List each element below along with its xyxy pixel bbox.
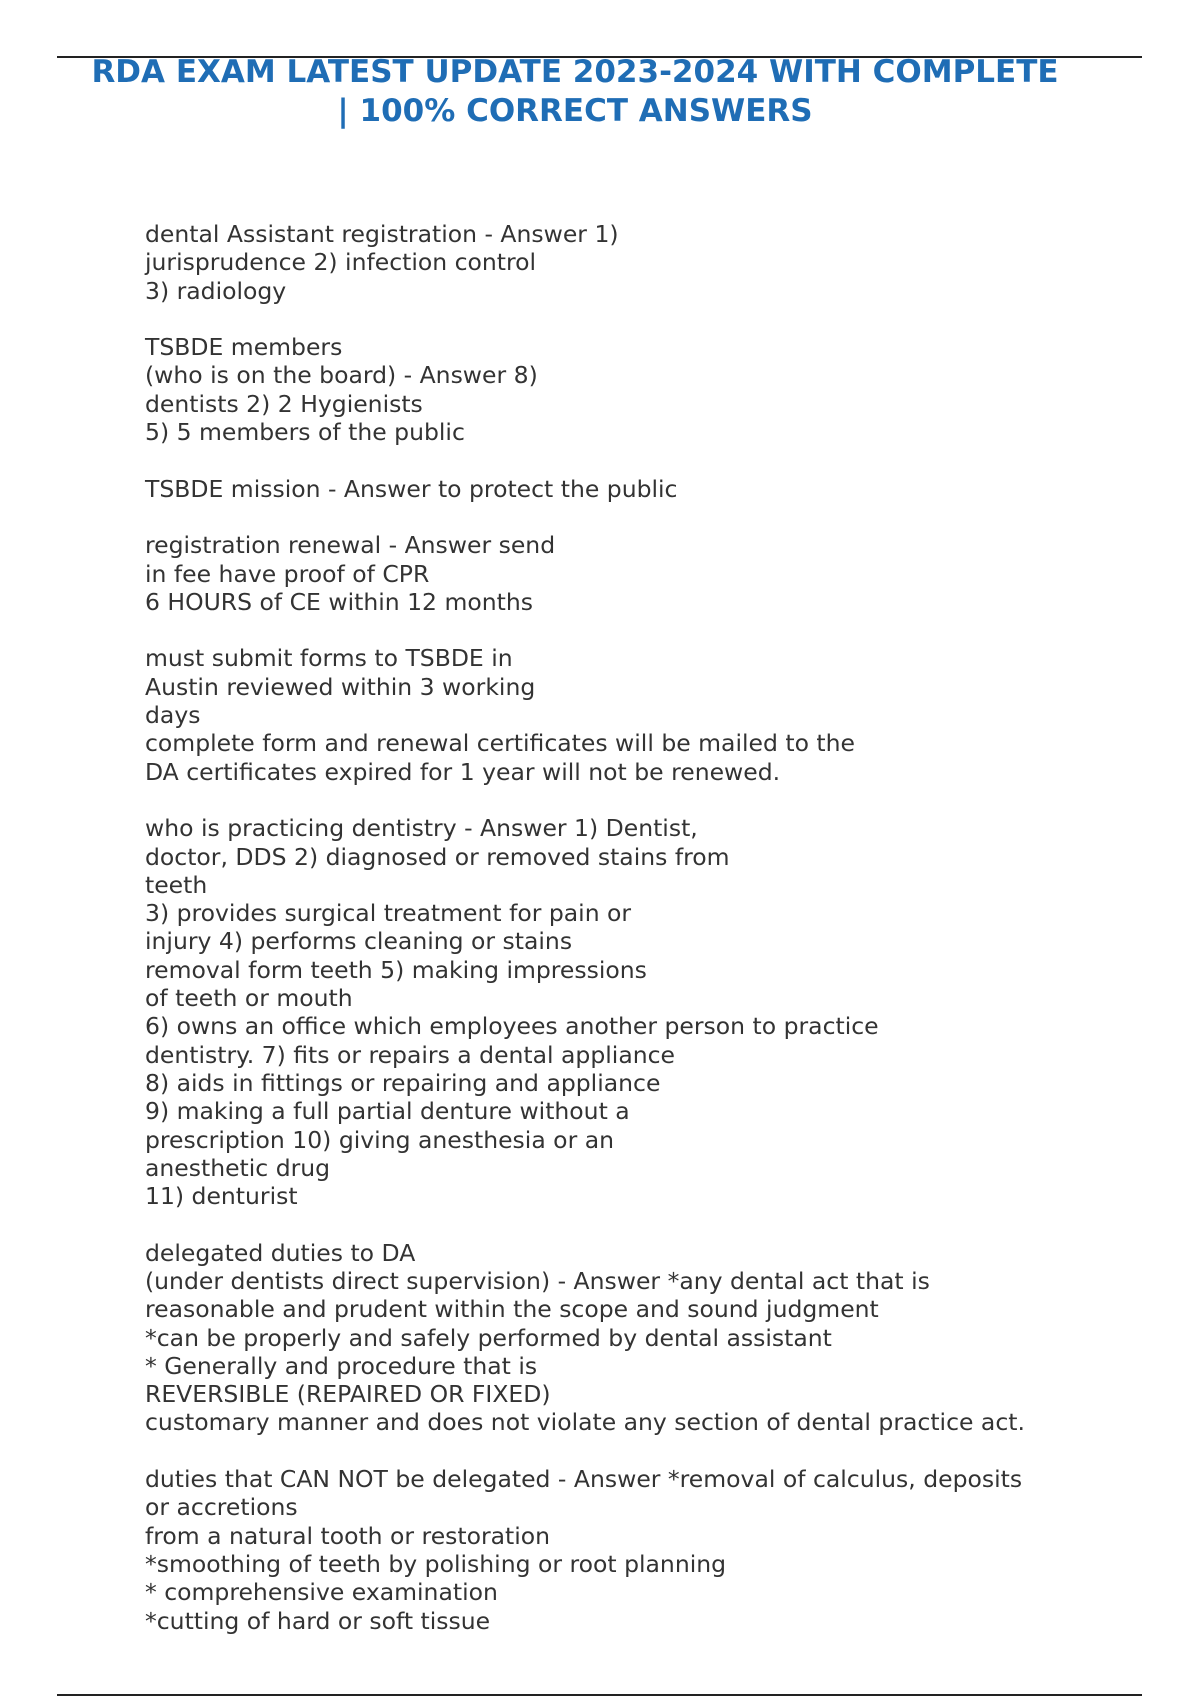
document-body <box>145 220 1145 1635</box>
entry-text-line: registration renewal - Answer send <box>145 531 556 560</box>
qa-entry <box>145 1465 1145 1635</box>
entry-text-line: of teeth or mouth <box>145 984 353 1013</box>
entry-text-line: who is practicing dentistry - Answer 1) Dentist, <box>145 814 698 843</box>
entry-text-line: * comprehensive examination <box>145 1578 498 1607</box>
document-title <box>40 53 1110 131</box>
entry-spacer <box>145 1437 1145 1465</box>
entry-text-line: *cutting of hard or soft tissue <box>145 1606 491 1635</box>
entry-spacer <box>145 616 1145 644</box>
title-line: | 100% CORRECT ANSWERS <box>337 93 813 129</box>
qa-entry <box>145 333 1145 446</box>
entry-text-line: dentists 2) 2 Hygienists <box>145 389 423 418</box>
entry-text-line: 9) making a full partial denture without a <box>145 1097 630 1126</box>
entry-spacer <box>145 503 1145 531</box>
entry-spacer <box>145 446 1145 474</box>
entry-text-line: * Generally and procedure that is <box>145 1351 538 1380</box>
entry-text-line: (who is on the board) - Answer 8) <box>145 361 538 390</box>
entry-spacer <box>145 1210 1145 1238</box>
entry-text-line: *smoothing of teeth by polishing or root planning <box>145 1549 727 1578</box>
entry-text-line: Austin reviewed within 3 working <box>145 672 536 701</box>
entry-text-line: delegated duties to DA <box>145 1238 416 1267</box>
qa-entry <box>145 814 1145 1210</box>
qa-entry <box>145 531 1145 616</box>
entry-text-line: *can be properly and safely performed by dental assistant <box>145 1323 832 1352</box>
entry-text-line: customary manner and does not violate any section of dental practice act. <box>145 1408 1025 1437</box>
bottom-rule <box>57 1694 1142 1696</box>
entry-text-line: or accretions <box>145 1493 298 1522</box>
entry-spacer <box>145 786 1145 814</box>
entry-text-line: 8) aids in fittings or repairing and appliance <box>145 1068 661 1097</box>
entry-text-line: 11) denturist <box>145 1182 298 1211</box>
entry-text-line: in fee have proof of CPR <box>145 559 430 588</box>
title-line: RDA EXAM LATEST UPDATE 2023-2024 WITH COMPLETE <box>91 54 1059 90</box>
entry-spacer <box>145 305 1145 333</box>
qa-entry <box>145 220 1145 305</box>
qa-entry <box>145 644 1145 785</box>
entry-text-line: reasonable and prudent within the scope and sound judgment <box>145 1295 879 1324</box>
entry-text-line: injury 4) performs cleaning or stains <box>145 927 573 956</box>
entry-text-line: from a natural tooth or restoration <box>145 1521 551 1550</box>
entry-text-line: jurisprudence 2) infection control <box>145 248 537 277</box>
entry-text-line: TSBDE members <box>145 333 343 362</box>
entry-text-line: prescription 10) giving anesthesia or an <box>145 1125 614 1154</box>
entry-text-line: 6 HOURS of CE within 12 months <box>145 587 533 616</box>
entry-text-line: 5) 5 members of the public <box>145 418 465 447</box>
entry-text-line: anesthetic drug <box>145 1153 331 1182</box>
entry-text-line: DA certificates expired for 1 year will not be renewed. <box>145 757 781 786</box>
entry-text-line: must submit forms to TSBDE in <box>145 644 513 673</box>
entry-text-line: 6) owns an office which employees another person to practice <box>145 1012 879 1041</box>
entry-text-line: removal form teeth 5) making impressions <box>145 955 647 984</box>
entry-text-line: days <box>145 701 201 730</box>
entry-text-line: duties that CAN NOT be delegated - Answer *removal of calculus, deposits <box>145 1465 1023 1494</box>
qa-entry <box>145 1239 1145 1437</box>
entry-text-line: REVERSIBLE (REPAIRED OR FIXED) <box>145 1380 551 1409</box>
entry-text-line: TSBDE mission - Answer to protect the public <box>145 474 678 503</box>
entry-text-line: (under dentists direct supervision) - Answer *any dental act that is <box>145 1266 930 1295</box>
entry-text-line: dental Assistant registration - Answer 1) <box>145 220 619 248</box>
entry-text-line: doctor, DDS 2) diagnosed or removed stains from <box>145 842 730 871</box>
entry-text-line: 3) provides surgical treatment for pain or <box>145 899 632 928</box>
entry-text-line: teeth <box>145 870 208 899</box>
qa-entry <box>145 475 1145 503</box>
entry-text-line: 3) radiology <box>145 276 287 305</box>
entry-text-line: complete form and renewal certificates will be mailed to the <box>145 729 855 758</box>
entry-text-line: dentistry. 7) fits or repairs a dental appliance <box>145 1040 676 1069</box>
